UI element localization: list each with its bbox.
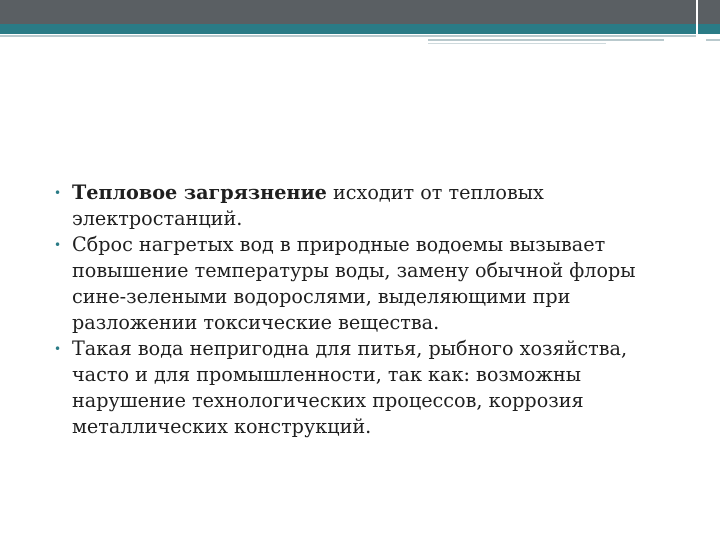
bullet-text: Сброс нагретых вод в природные водоемы вызывает повышение температуры воды, замену обычной флоры сине-зелеными водорослями, выделяющими при разложении токсические вещества. — [72, 233, 636, 334]
bullet-icon: • — [54, 186, 62, 200]
header-dark-band — [0, 0, 696, 26]
bullet-item — [50, 336, 637, 440]
bullet-bold-text: Тепловое загрязнение — [72, 181, 327, 204]
bullet-icon: • — [54, 342, 62, 356]
bullet-icon: • — [54, 238, 62, 252]
header-corner-accent — [698, 24, 720, 34]
bullet-item — [50, 232, 672, 336]
header-rule-2 — [428, 39, 664, 41]
bullet-list — [50, 180, 690, 440]
header-accent-band — [0, 24, 696, 34]
bullet-text: исходит от тепловых электростанций. — [72, 181, 544, 230]
bullet-text: Такая вода непригодна для питья, рыбного хозяйства, часто и для промышленности, так как: возможны нарушение технологических процессов, коррозия металлических конструкций. — [72, 337, 628, 438]
header-rule-3 — [428, 43, 606, 44]
header-rule-1 — [0, 35, 696, 37]
header-rule-4 — [706, 39, 720, 41]
header-corner-dark — [698, 0, 720, 26]
bullet-item — [50, 180, 632, 232]
